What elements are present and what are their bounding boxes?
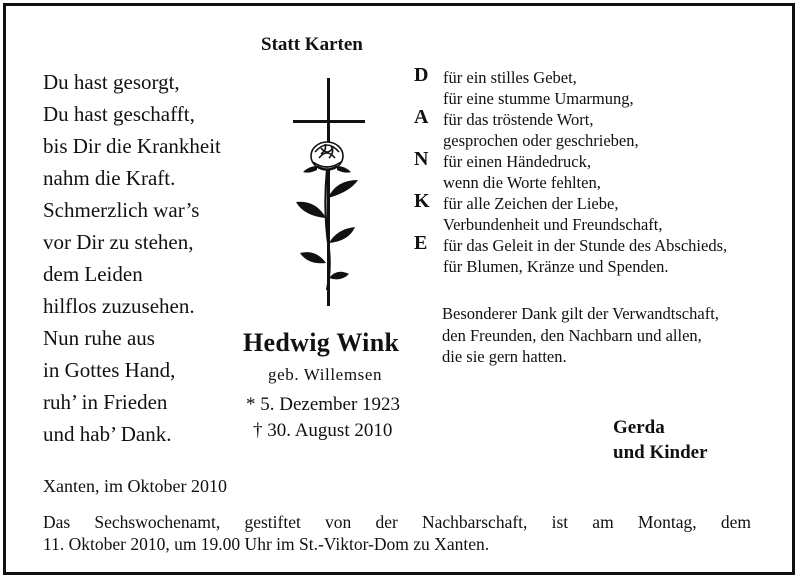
danke-letter: A bbox=[414, 106, 429, 128]
poem-line: Nun ruhe aus bbox=[43, 326, 155, 350]
poem-line: und hab’ Dank. bbox=[43, 422, 172, 446]
birth-date: * 5. Dezember 1923 bbox=[246, 394, 401, 415]
danke-letter: E bbox=[414, 232, 428, 254]
thanks-line: für das Geleit in der Stunde des Abschieds, bbox=[443, 236, 728, 255]
thanks-line: gesprochen oder geschrieben, bbox=[443, 131, 639, 150]
special-thanks-line: die sie gern hatten. bbox=[442, 347, 567, 366]
thanks-line: für einen Händedruck, bbox=[443, 152, 591, 171]
thanks-line: wenn die Worte fehlten, bbox=[443, 173, 601, 192]
signature bbox=[613, 415, 708, 465]
thanks-line: für Blumen, Kränze und Spenden. bbox=[443, 257, 669, 276]
special-thanks-line: Besonderer Dank gilt der Verwandtschaft, bbox=[442, 304, 719, 323]
poem-line: vor Dir zu stehen, bbox=[43, 230, 194, 254]
death-date: † 30. August 2010 bbox=[253, 420, 393, 441]
poem-line: Du hast geschafft, bbox=[43, 102, 195, 126]
poem-line: ruh’ in Frieden bbox=[43, 390, 168, 414]
thanks-list bbox=[443, 67, 727, 277]
mass-notice bbox=[43, 511, 751, 555]
thanks-line: Verbundenheit und Freundschaft, bbox=[443, 215, 663, 234]
thanks-line: für eine stumme Umarmung, bbox=[443, 89, 634, 108]
place-date: Xanten, im Oktober 2010 bbox=[43, 476, 227, 496]
deceased-name: Hedwig Wink bbox=[243, 328, 400, 357]
birth-name: geb. Willemsen bbox=[268, 365, 383, 384]
signature-line: und Kinder bbox=[613, 442, 708, 463]
poem-line: bis Dir die Krankheit bbox=[43, 134, 221, 158]
poem-line: Schmerzlich war’s bbox=[43, 198, 200, 222]
poem bbox=[43, 66, 221, 450]
signature-line: Gerda bbox=[613, 417, 665, 438]
danke-letter: K bbox=[414, 190, 430, 212]
poem-line: hilflos zuzusehen. bbox=[43, 294, 195, 318]
thanks-line: für ein stilles Gebet, bbox=[443, 68, 577, 87]
poem-line: dem Leiden bbox=[43, 262, 143, 286]
thanks-line: für alle Zeichen der Liebe, bbox=[443, 194, 619, 213]
mass-notice-line: Das Sechswochenamt, gestiftet von der Nachbarschaft, ist am Montag, dem bbox=[43, 512, 751, 532]
thanks-line: für das tröstende Wort, bbox=[443, 110, 594, 129]
danke-letter: D bbox=[414, 64, 429, 86]
mass-notice-line: 11. Oktober 2010, um 19.00 Uhr im St.-Viktor-Dom zu Xanten. bbox=[43, 534, 490, 554]
statt-karten-heading: Statt Karten bbox=[261, 34, 363, 55]
special-thanks-line: den Freunden, den Nachbarn und allen, bbox=[442, 325, 702, 345]
poem-line: Du hast gesorgt, bbox=[43, 70, 180, 94]
special-thanks bbox=[442, 303, 774, 368]
cross-with-rose-icon bbox=[289, 78, 369, 308]
danke-letter: N bbox=[414, 148, 429, 170]
obituary-card bbox=[3, 3, 795, 575]
poem-line: in Gottes Hand, bbox=[43, 358, 176, 382]
poem-line: nahm die Kraft. bbox=[43, 166, 176, 190]
